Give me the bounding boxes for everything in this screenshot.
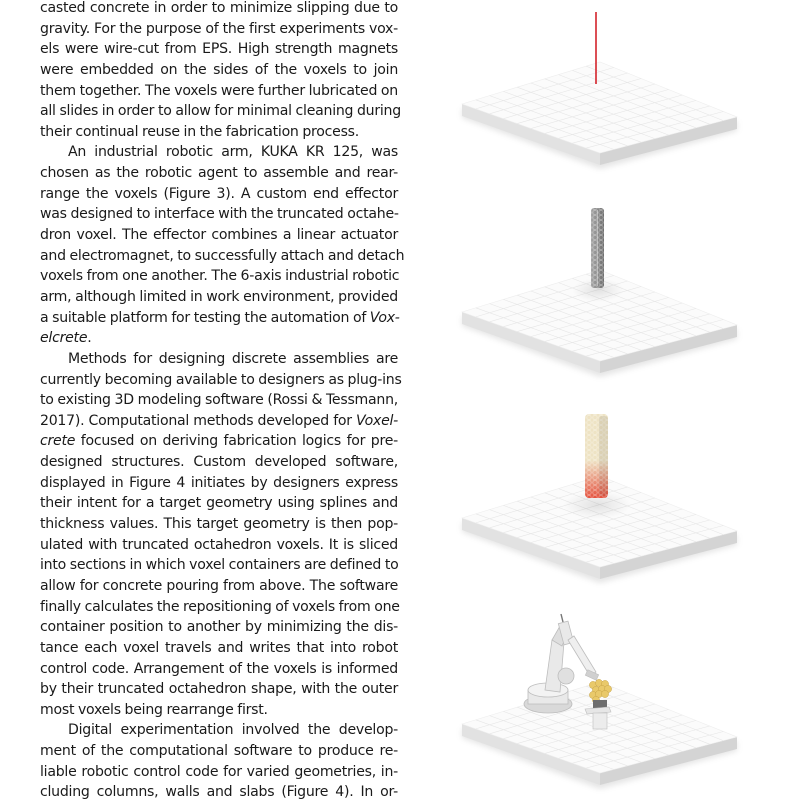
- text-segment: Digital experimentation involved the develop-: [68, 722, 398, 739]
- text-line: [40, 122, 398, 143]
- panel-robot-assembly: [462, 614, 737, 789]
- text-line: [40, 535, 398, 556]
- text-segment: ment of the computational software to produce re-: [40, 743, 398, 760]
- text-segment: .: [87, 330, 92, 347]
- text-line: [40, 328, 398, 349]
- text-line: [40, 349, 398, 370]
- text-line: [40, 370, 402, 391]
- robot-forearm: [568, 636, 596, 676]
- text-segment: finally calculates the repositioning of voxels from one: [40, 598, 400, 615]
- text-segment: casted concrete in order to minimize slipping due to: [40, 0, 398, 16]
- text-segment: arm, although limited in work environment, provided: [40, 288, 398, 305]
- robot-cable: [561, 614, 563, 622]
- text-line: [40, 163, 398, 184]
- text-line: [40, 246, 405, 267]
- paragraph: [40, 720, 398, 803]
- text-segment: Methods for designing discrete assemblies are: [68, 350, 398, 367]
- italic-term: Vox-: [369, 309, 400, 326]
- panel-sliced-sections: [462, 414, 737, 583]
- text-line: [40, 514, 398, 535]
- text-line: [40, 204, 398, 225]
- text-line: [40, 597, 398, 618]
- text-line: [40, 762, 398, 783]
- paragraph: [40, 142, 405, 348]
- text-line: [40, 225, 398, 246]
- panel-target-spline: [462, 12, 737, 169]
- text-segment: focused on deriving fabrication logics for pre-: [75, 433, 398, 450]
- text-segment: their continual reuse in the fabrication process.: [40, 123, 359, 140]
- voxel-column-grey: [591, 208, 604, 288]
- text-line: [40, 60, 398, 81]
- text-line: [40, 452, 398, 473]
- text-line: [40, 81, 398, 102]
- body-text-column: [40, 0, 405, 803]
- italic-term: Voxel-: [356, 412, 398, 429]
- text-segment: to existing 3D modeling software (Rossi & Tessmann,: [40, 392, 398, 409]
- robot-joint: [558, 668, 574, 684]
- text-line: [40, 473, 398, 494]
- text-line: [40, 679, 398, 700]
- robot-lower-arm: [545, 640, 564, 692]
- voxel: [601, 690, 608, 697]
- text-segment: were embedded on the sides of the voxels to join: [40, 61, 398, 78]
- figure-fabrication-sequence: [430, 0, 800, 800]
- text-line: [40, 659, 398, 680]
- text-segment: currently becoming available to designers as plug-ins: [40, 371, 402, 388]
- text-line: [40, 101, 401, 122]
- panel-populated-voxels: [462, 208, 737, 377]
- text-line: [40, 287, 398, 308]
- text-segment: gravity. For the purpose of the first experiments vox-: [40, 20, 398, 37]
- text-segment: 2017). Computational methods developed for: [40, 412, 357, 429]
- text-segment: thickness values. This target geometry is then pop-: [40, 516, 398, 533]
- text-line: [40, 308, 398, 329]
- text-segment: most voxels being rearrange first.: [40, 701, 268, 718]
- text-segment: into sections in which voxel containers are defined to: [40, 557, 399, 574]
- text-line: [40, 390, 398, 411]
- text-segment: allow for concrete pouring from above. The software: [40, 577, 398, 594]
- text-segment: tance each voxel travels and writes that into robot: [40, 639, 398, 656]
- text-segment: control code. Arrangement of the voxels is informed: [40, 660, 398, 677]
- text-line: [40, 576, 398, 597]
- text-line: [40, 638, 398, 659]
- text-segment: An industrial robotic arm, KUKA KR 125, was: [68, 144, 398, 161]
- text-line: [40, 741, 398, 762]
- text-segment: voxels from one another. The 6-axis industrial robotic: [40, 268, 400, 285]
- text-segment: their intent for a target geometry using splines and: [40, 495, 398, 512]
- pedestal-mount: [593, 700, 607, 708]
- text-segment: range the voxels (Figure 3). A custom end effector: [40, 185, 398, 202]
- text-segment: container position to another by minimizing the dis-: [40, 619, 398, 636]
- text-segment: els were wire-cut from EPS. High strength magnets: [40, 41, 398, 58]
- paragraph: [40, 0, 401, 142]
- text-segment: chosen as the robotic agent to assemble and rear-: [40, 165, 398, 182]
- text-line: [40, 700, 398, 721]
- text-segment: all slides in order to allow for minimal cleaning during: [40, 103, 401, 120]
- text-line: [40, 184, 398, 205]
- text-line: [40, 431, 398, 452]
- text-line: [40, 39, 398, 60]
- text-segment: ulated with truncated octahedron voxels. It is sliced: [40, 536, 398, 553]
- text-segment: and electromagnet, to successfully attach and detach: [40, 247, 405, 264]
- text-segment: dron voxel. The effector combines a linear actuator: [40, 227, 398, 244]
- voxel-column-gradient: [585, 414, 608, 498]
- text-line: [40, 142, 398, 163]
- text-segment: was designed to interface with the truncated octahe-: [40, 206, 399, 223]
- text-line: [40, 617, 398, 638]
- text-line: [40, 555, 398, 576]
- text-segment: by their truncated octahedron shape, with the outer: [40, 681, 398, 698]
- text-segment: a suitable platform for testing the automation of: [40, 309, 370, 326]
- text-line: [40, 493, 398, 514]
- paragraph: [40, 349, 402, 721]
- italic-term: elcrete: [40, 330, 88, 347]
- text-segment: designed structures. Custom developed software,: [40, 454, 398, 471]
- italic-term: crete: [40, 433, 76, 450]
- text-line: [40, 411, 398, 432]
- voxel-column-shade: [599, 416, 608, 496]
- text-segment: them together. The voxels were further lubricated on: [40, 82, 398, 99]
- text-line: [40, 720, 398, 741]
- text-segment: displayed in Figure 4 initiates by designers express: [40, 474, 398, 491]
- figure-svg: [430, 0, 800, 800]
- text-segment: cluding columns, walls and slabs (Figure 4). In or-: [40, 784, 398, 801]
- text-line: [40, 0, 398, 19]
- text-segment: liable robotic control code for varied geometries, in-: [40, 763, 398, 780]
- text-line: [40, 19, 398, 40]
- pedestal-body: [593, 713, 607, 729]
- text-line: [40, 266, 398, 287]
